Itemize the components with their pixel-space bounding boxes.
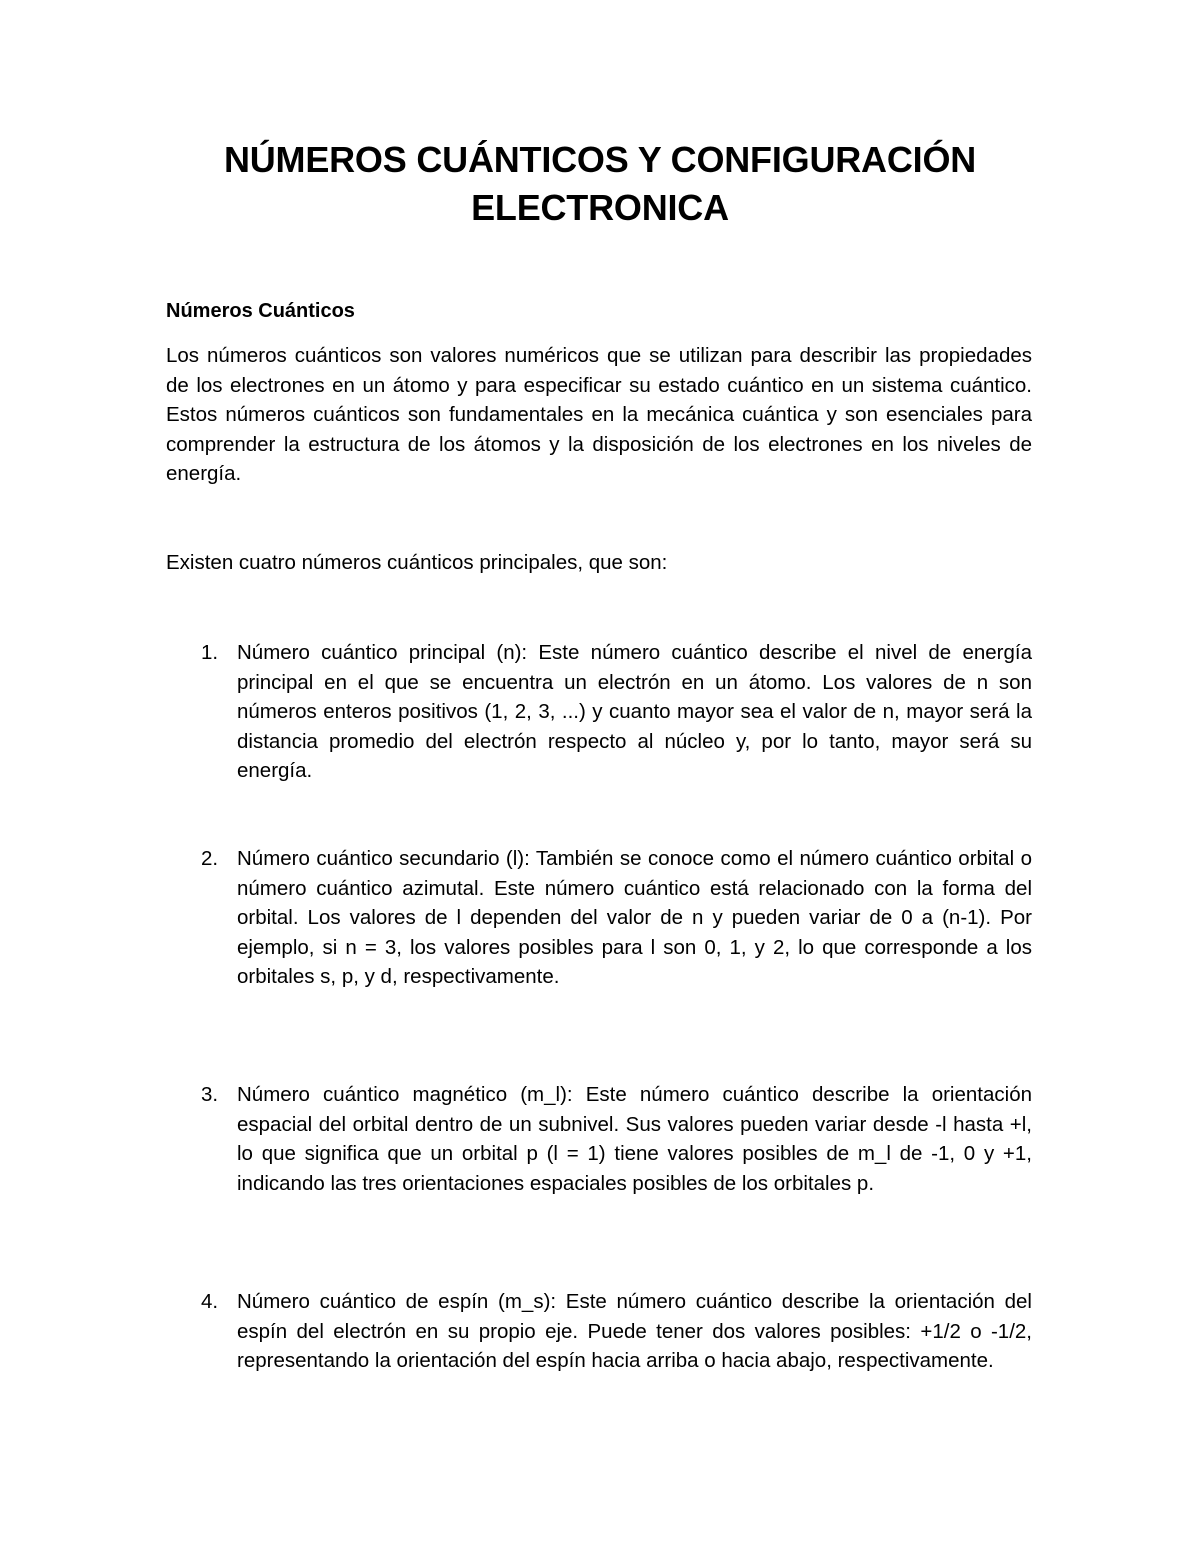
section-heading: Números Cuánticos: [166, 300, 355, 322]
list-item-number: 3.: [201, 1083, 219, 1106]
list-item-number: 2.: [201, 847, 219, 870]
document-title: NÚMEROS CUÁNTICOS Y CONFIGURACIÓN ELECTRONICA: [223, 139, 977, 228]
intro-paragraph: Los números cuánticos son valores numéricos que se utilizan para describir las propiedades de los electrones en un átomo y para especificar su estado cuántico en un sistema cuántico. Estos números cuánticos son fundamentales en la mecánica cuántica y son esenciales para comprender la estructura de los átomos y la disposición de los electrones en los niveles de energía.: [166, 344, 1032, 485]
list-item-text: Número cuántico secundario (l): También se conoce como el número cuántico orbital o número cuántico azimutal. Este número cuántico está relacionado con la forma del orbital. Los valores de l dependen del valor de n y pueden variar de 0 a (n-1). Por ejemplo, si n = 3, los valores posibles para l son 0, 1, y 2, lo que corresponde a los orbitales s, p, y d, respectivamente.: [237, 847, 1032, 988]
list-item-number: 1.: [201, 641, 219, 664]
list-item-number: 4.: [201, 1290, 219, 1313]
list-item-text: Número cuántico principal (n): Este número cuántico describe el nivel de energía principal en el que se encuentra un electrón en un átomo. Los valores de n son números enteros positivos (1, 2, 3, ...) y cuanto mayor sea el valor de n, mayor será la distancia promedio del electrón respecto al núcleo y, por lo tanto, mayor será su energía.: [237, 641, 1032, 782]
list-intro: Existen cuatro números cuánticos principales, que son:: [166, 551, 668, 574]
list-item-text: Número cuántico de espín (m_s): Este número cuántico describe la orientación del espín del electrón en su propio eje. Puede tener dos valores posibles: +1/2 o -1/2, representando la orientación del espín hacia arriba o hacia abajo, respectivamente.: [237, 1290, 1032, 1372]
list-item-text: Número cuántico magnético (m_l): Este número cuántico describe la orientación espacial del orbital dentro de un subnivel. Sus valores pueden variar desde -l hasta +l, lo que significa que un orbital p (l = 1) tiene valores posibles de m_l de -1, 0 y +1, indicando las tres orientaciones espaciales posibles de los orbitales p.: [237, 1083, 1032, 1195]
